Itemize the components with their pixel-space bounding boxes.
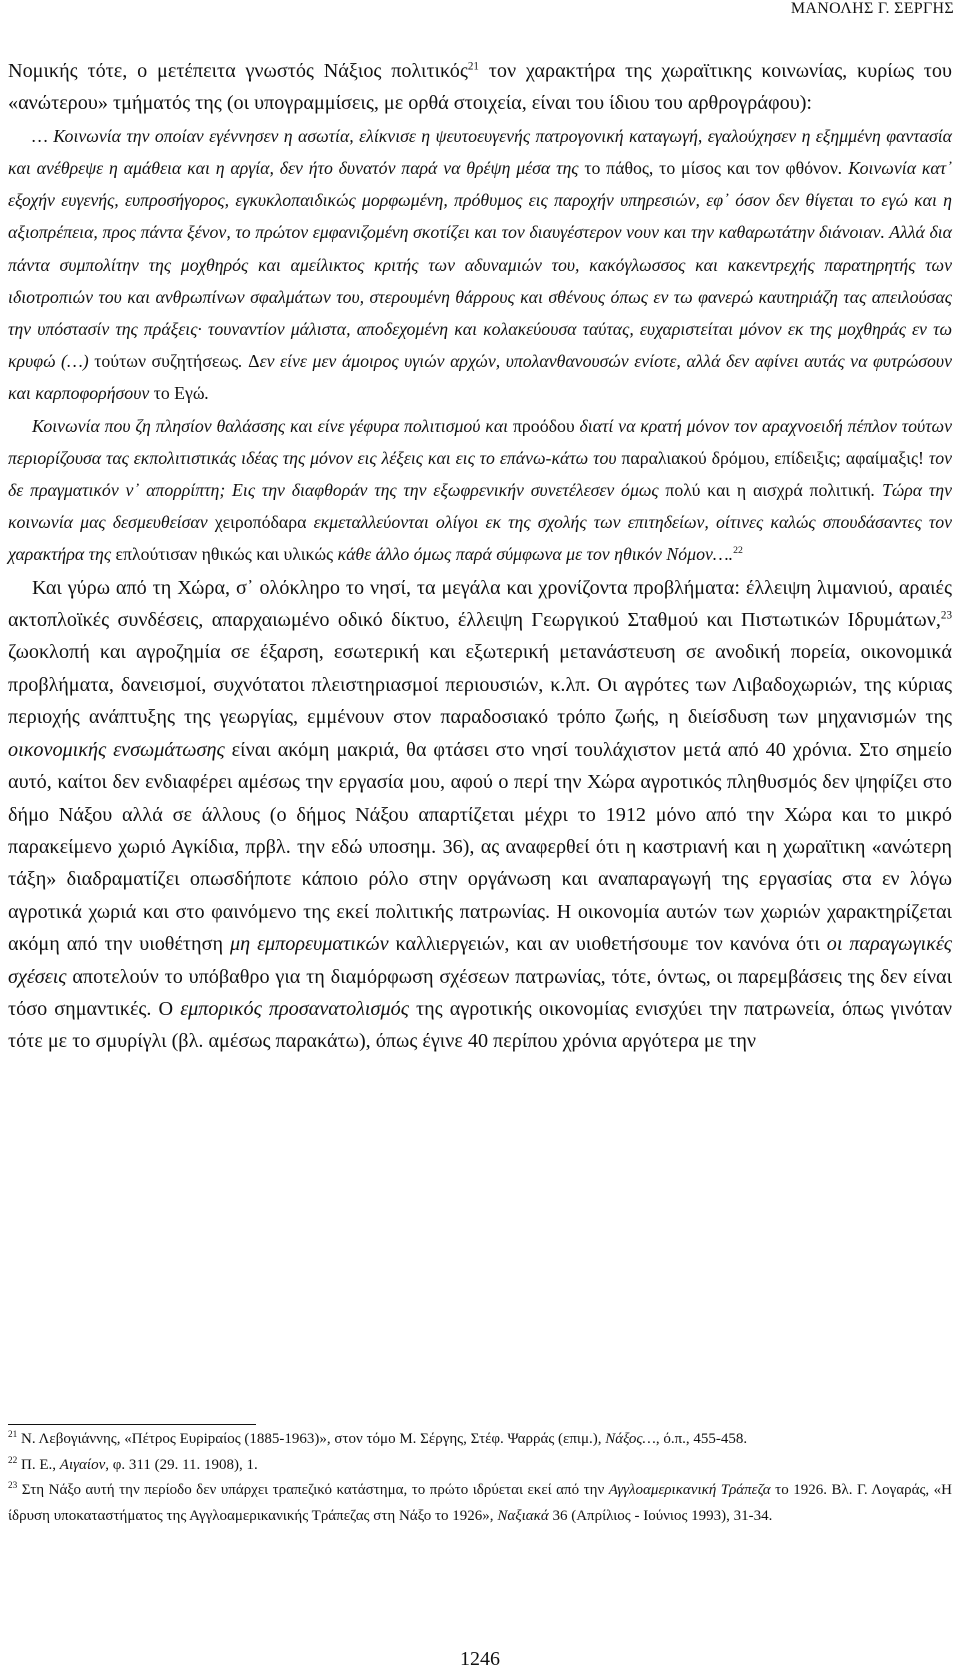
footnote-ref-22[interactable]: 22	[733, 545, 743, 557]
footnote-separator	[8, 1424, 256, 1425]
footnote-22: $^{22}$ Π. Ε., Αιγαίον, φ. 311 (29. 11. 1908), 1.	[8, 1455, 258, 1473]
footnote-ref-21[interactable]: 21	[467, 60, 479, 73]
intro-paragraph: Νομικής τότε, ο μετέπειτα γνωστός Νάξιος πολιτικός$^{21}$ τον χαρακτήρα της χωραϊτικης κοινωνίας, κυρίως του «ανώτερου» τμήματός της (οι υπογραμμίσεις, με ορθά στοιχεία, είναι του ίδιου του αρθρογράφου):	[8, 60, 953, 115]
footnote-ref-23[interactable]: 23	[940, 609, 952, 622]
quote-paragraph-2: Κοινωνία που ζη πλησίον θαλάσσης και είνε γέφυρα πολιτισμού και προόδου διατί να κρατή μόνον τον αραχνοειδή πέπλον τούτων περιορίζουσα τας εκπολιτιστικάς ιδέας της μόνον εις λέξεις και εις το επάνω-κάτω του παραλιακού δρόμου, επίδειξις; αφαίμαξις! τον δε πραγματικόν ν᾽ απορρίπτη; Εις την διαφθοράν της την εξωφρενικήν συνετέλεσεν όμως πολύ και η αισχρά πολιτική. Τώρα την κοινωνία μας δεσμευθείσαν χειροπόδαρα εκμεταλλεύονται ολίγοι εκ της σχολής των επιτηδείων, οίτινες καλώς σπουδάσαντες τον χαρακτήρα της επλούτισαν ηθικώς και υλικώς κάθε άλλο όμως παρά σύμφωνα με τον ηθικόν Νόμον….$^{22}$	[8, 415, 953, 565]
page-body	[8, 55, 952, 1058]
main-paragraph: Και γύρω από τη Χώρα, σ᾽ ολόκληρο το νησί, τα μεγάλα και χρονίζοντα προβλήματα: έλλειψη λιμανιού, αραιές ακτοπλοϊκές συνδέσεις, απαρχαιωμένο οδικό δίκτυο, έλλειψη Γεωργικού Σταθμού και Πιστωτικών Ιδρυμάτων,$^{23}$ ζωοκλοπή και αγροζημία σε έξαρση, εσωτερική και εξωτερική μετανάστευση σε ανοδική πορεία, οικονομικά προβλήματα, δανεισμοί, συχνότατοι πλειστηριασμοί περιουσιών, κ.λπ. Οι αγρότες των Λιβαδοχωριών, της κύριας περιοχής ανάπτυξης της γεωργίας, εμμένουν στον παραδοσιακό τρόπο ζωής, η διείσδυση των μηχανισμών της οικονομικής ενσωμάτωσης είναι ακόμη μακριά, θα φτάσει στο νησί τουλάχιστον μετά από 40 χρόνια. Στο σημείο αυτό, καίτοι δεν ενδιαφέρει αμέσως την εργασία μου, αφού ο περί την Χώρα αγροτικός πληθυσμός δεν ψηφίζει στο δήμο Νάξου αλλά σε άλλους (ο δήμος Νάξου απαρτίζεται μέχρι το 1912 μόνο από την Χώρα και το μικρό παρακείμενο χωριό Αγκίδια, πρβλ. την εδώ υποσημ. 36), ας αναφερθεί ότι η καστριανή και η χωραϊτικη «ανώτερη τάξη» διαδραματίζει οπωσδήποτε κάποιο ρόλο στην οργάνωση και αναπαραγωγή της εργασίας στα εν λόγω αγροτικά χωριά και στο φαινόμενο της εκεί πολιτικής πατρωνίας. Η οικονομία αυτών των χωριών χαρακτηρίζεται ακόμη από την υιοθέτηση μη εμπορευματικών καλλιεργειών, και αν υιοθετήσουμε τον κανόνα ότι οι παραγωγικές σχέσεις αποτελούν το υπόβαθρο για τη διαμόρφωση σχέσεων πατρωνίας, τότε, όντως, οι παρεμβάσεις της δεν είναι τόσο σημαντικές. Ο εμπορικός προσανατολισμός της αγροτικής οικονομίας ενισχύει την πατρωνεία, όπως γινόταν τότε με το σμυρίγλι (βλ. αμέσως παρακάτω), όπως έγινε 40 περίπου χρόνια αργότερα με την	[8, 576, 952, 1053]
running-header: ΜΑΝΟΛΗΣ Γ. ΣΕΡΓΗΣ	[790, 0, 954, 17]
footnotes	[8, 1427, 952, 1529]
footnote-21: $^{21}$ Ν. Λεβογιάννης, «Πέτρος Ευρipαίος (1885-1963)», στον τόμο Μ. Σέργης, Στέφ. Ψαρράς (επιμ.), Νάξος…, ό.π., 455-458.	[8, 1430, 748, 1447]
quote-paragraph-1: … Κοινωνία την οποίαν εγέννησεν η ασωτία, ελίκνισε η ψευτοευγενής πατρογονική καταγωγή, εγαλούχησεν η εξημμένη φαντασία και ανέθρεψε η αμάθεια και η αργία, δεν ήτο δυνατόν παρά να θρέψη μέσα της το πάθος, το μίσος και τον φθόνον. Κοινωνία κατ᾽ εξοχήν ευγενής, ευπροσήγορος, εγκυκλοπαιδικώς μορφωμένη, πρόθυμος εις παροχήν υπηρεσιών, εφ᾽ όσον δεν θίγεται το εγώ και η αξιοπρέπεια, προς πάντα ξένον, το πρώτον εμφανιζομένη σκοτίζει και τον διαυγέστερον νουν και την καθαρωτάτην διάνοιαν. Αλλά δια πάντα συμπολίτην της μοχθηρός και αμείλικτος κριτής των αδυναμιών του, κακόγλωσσος και κακεντρεχής παρατηρητής των ιδιοτροπιών του και ανθρωπίνων σφαλμάτων του, στερουμένη θάρρους και σθένους όπως εν τω φανερώ καυτηριάζη τας απειλούσας την υπόστασίν της πράξεις· τουναντίον μάλιστα, αποδεχομένη και κολακεύουσα ταύτας, ευχαριστείται μόνον εκ της μοχθηράς εν τω κρυφώ (…) τούτων συζητήσεως. Δεν είνε μεν άμοιρος υγιών αρχών, υπολανθανουσών ενίοτε, αλλά δεν αφίνει αυτάς να φυτρώσουν και καρποφορήσουν το Εγώ.	[8, 125, 953, 404]
footnote-23: $^{23}$ Στη Νάξο αυτή την περίοδο δεν υπάρχει τραπεζικό κατάστημα, το πρώτο ιδρύεται εκεί από την Αγγλοαμερικανική Τράπεζα το 1926. Βλ. Γ. Λογαράς, «Η ίδρυση υποκαταστήματος της Αγγλοαμερικανικής Τράπεζας στη Νάξο το 1926», Ναξιακά 36 (Απρίλιος - Ιούνιος 1993), 31-34.	[8, 1481, 952, 1524]
page-number: 1246	[460, 1648, 500, 1670]
